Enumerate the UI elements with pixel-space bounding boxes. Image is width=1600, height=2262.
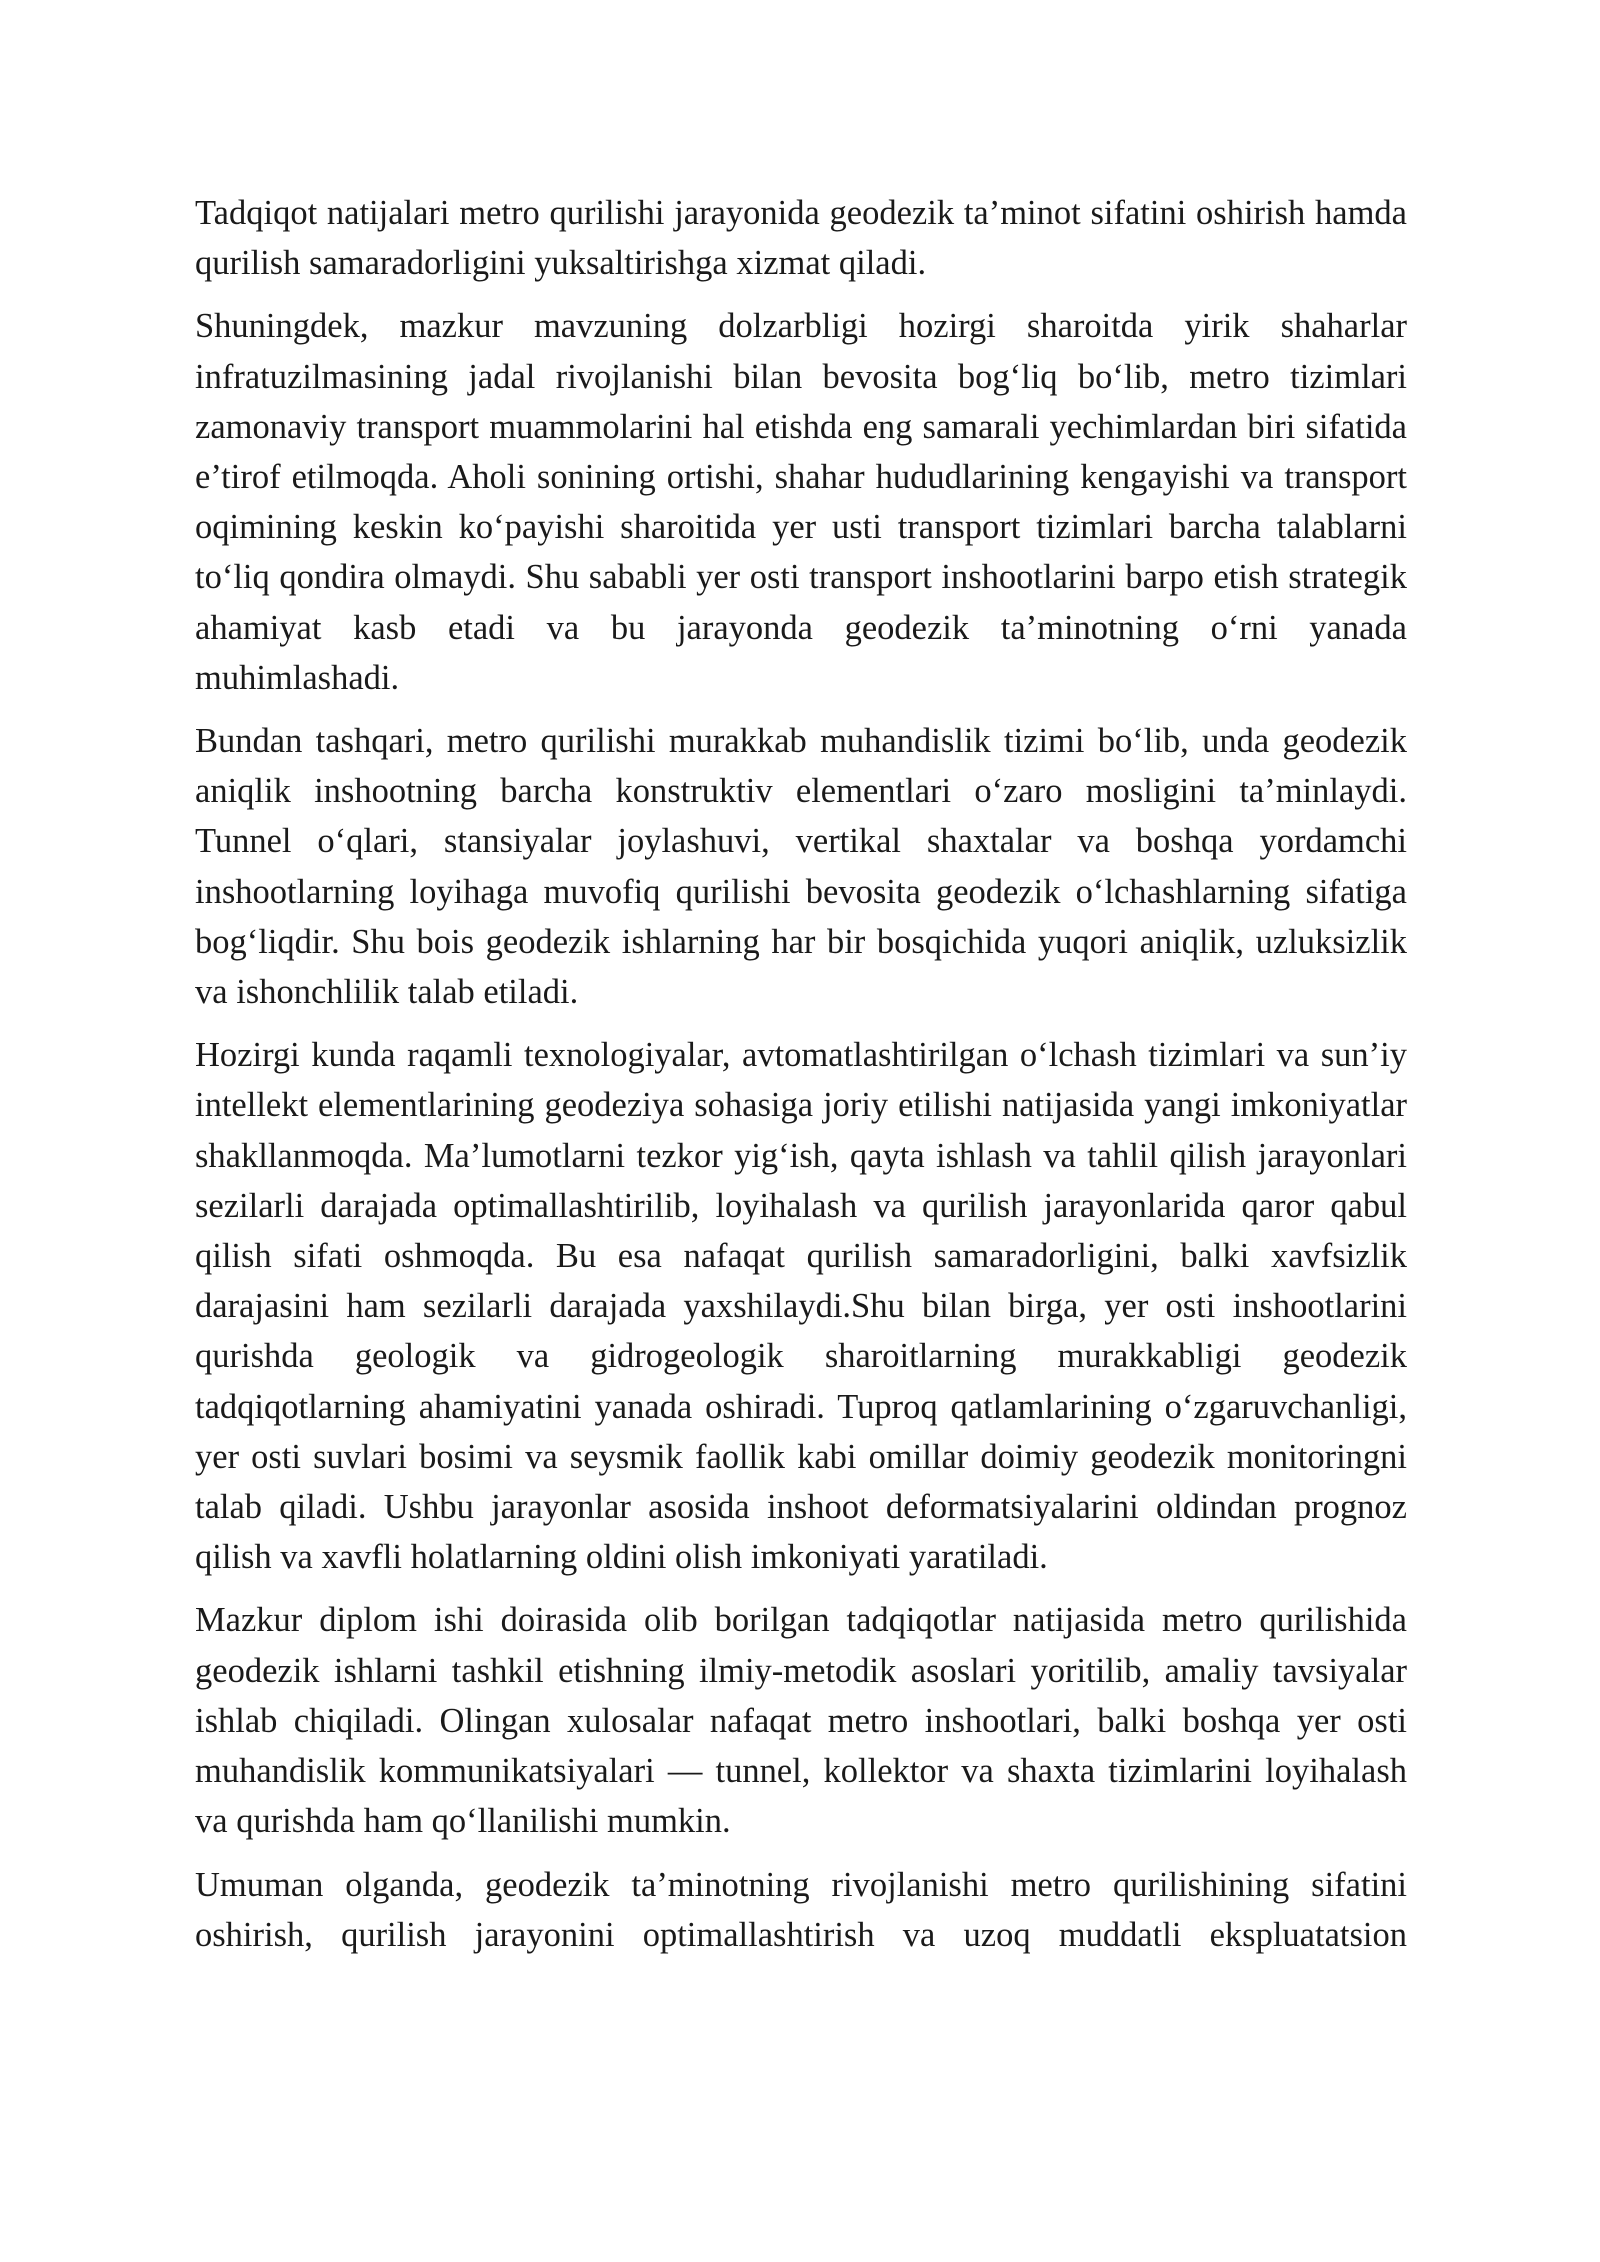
paragraph-5: Mazkur diplom ishi doirasida olib borilgan tadqiqotlar natijasida metro qurilishida geodezik ishlarni tashkil etishning ilmiy-metodik asoslari yoritilib, amaliy tavsiyalar ishlab chiqiladi. Olingan xulosalar nafaqat metro inshootlari, balki boshqa yer osti muhandislik kommunikatsiyalari — tunnel, kollektor va shaxta tizimlarini loyihalash va qurishda ham qo‘llanilishi mumkin. <box>195 1601 1407 1841</box>
body-text <box>195 188 1407 1973</box>
paragraph-3: Bundan tashqari, metro qurilishi murakkab muhandislik tizimi bo‘lib, unda geodezik aniqlik inshootning barcha konstruktiv elementlari o‘zaro mosligini ta’minlaydi. Tunnel o‘qlari, stansiyalar joylashuvi, vertikal shaxtalar va boshqa yordamchi inshootlarning loyihaga muvofiq qurilishi bevosita geodezik o‘lchashlarning sifatiga bog‘liqdir. Shu bois geodezik ishlarning har bir bosqichida yuqori aniqlik, uzluksizlik va ishonchlilik talab etiladi. <box>195 722 1407 1012</box>
paragraph-6: Umuman olganda, geodezik ta’minotning rivojlanishi metro qurilishining sifatini oshirish, qurilish jarayonini optimallashtirish va uzoq muddatli ekspluatatsion <box>195 1865 1407 1954</box>
paragraph-2: Shuningdek, mazkur mavzuning dolzarbligi hozirgi sharoitda yirik shaharlar infratuzilmasining jadal rivojlanishi bilan bevosita bog‘liq bo‘lib, metro tizimlari zamonaviy transport muammolarini hal etishda eng samarali yechimlardan biri sifatida e’tirof etilmoqda. Aholi sonining ortishi, shahar hududlarining kengayishi va transport oqimining keskin ko‘payishi sharoitida yer usti transport tizimlari barcha talablarni to‘liq qondira olmaydi. Shu sababli yer osti transport inshootlarini barpo etish strategik ahamiyat kasb etadi va bu jarayonda geodezik ta’minotning o‘rni yanada muhimlashadi. <box>195 307 1407 697</box>
paragraph-1: Tadqiqot natijalari metro qurilishi jarayonida geodezik ta’minot sifatini oshirish hamda qurilish samaradorligini yuksaltirishga xizmat qiladi. <box>195 194 1407 283</box>
paragraph-4: Hozirgi kunda raqamli texnologiyalar, avtomatlashtirilgan o‘lchash tizimlari va sun’iy intellekt elementlarining geodeziya sohasiga joriy etilishi natijasida yangi imkoniyatlar shakllanmoqda. Ma’lumotlarni tezkor yig‘ish, qayta ishlash va tahlil qilish jarayonlari sezilarli darajada optimallashtirilib, loyihalash va qurilish jarayonlarida qaror qabul qilish sifati oshmoqda. Bu esa nafaqat qurilish samaradorligini, balki xavfsizlik darajasini ham sezilarli darajada yaxshilaydi.Shu bilan birga, yer osti inshootlarini qurishda geologik va gidrogeologik sharoitlarning murakkabligi geodezik tadqiqotlarning ahamiyatini yanada oshiradi. Tuproq qatlamlarining o‘zgaruvchanligi, yer osti suvlari bosimi va seysmik faollik kabi omillar doimiy geodezik monitoringni talab qiladi. Ushbu jarayonlar asosida inshoot deformatsiyalarini oldindan prognoz qilish va xavfli holatlarning oldini olish imkoniyati yaratiladi. <box>195 1036 1407 1577</box>
